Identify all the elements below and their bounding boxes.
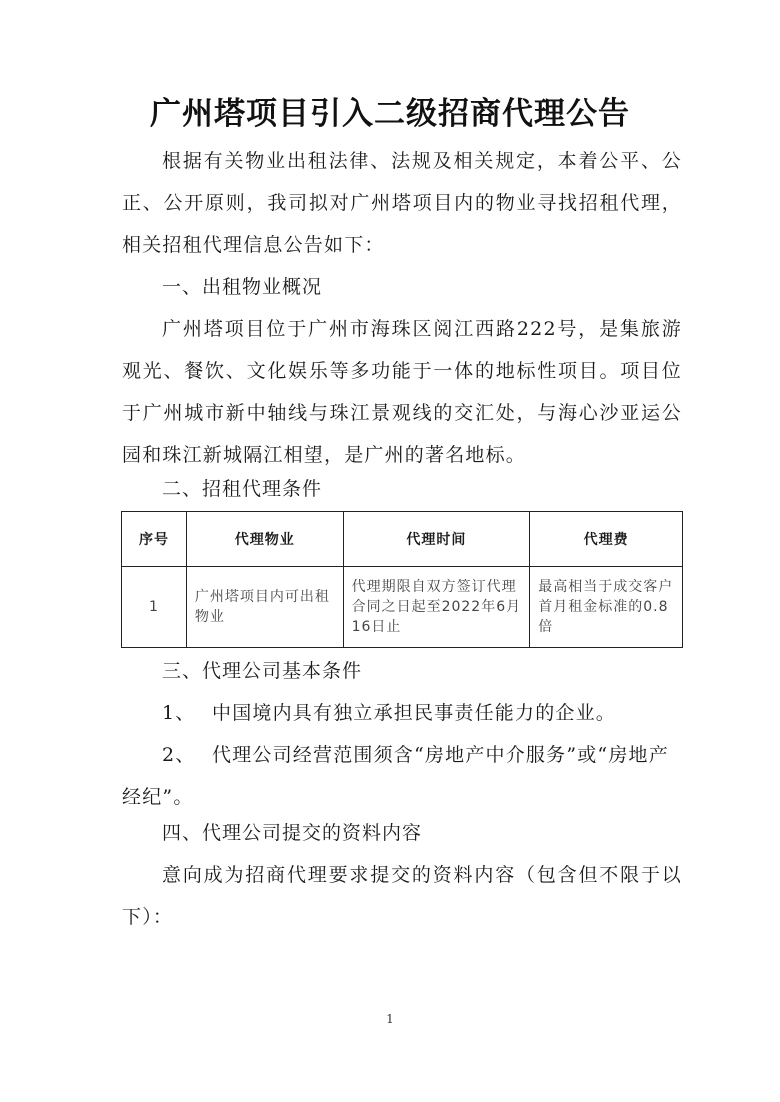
table-header-cell: 代理费 [530,512,683,567]
section-heading-1: 一、出租物业概况 [162,276,323,298]
list-item [122,734,682,818]
section-heading-2: 二、招租代理条件 [162,478,323,500]
table-cell: 广州塔项目内可出租物业 [186,567,343,648]
section-body-4: 意向成为招商代理要求提交的资料内容（包含但不限于以下）： [122,864,682,928]
list-item-number: 2、 [162,744,196,766]
table-cell: 代理期限自双方签订代理合同之日起至2022年6月16日止 [343,567,530,648]
intro-paragraph: 根据有关物业出租法律、法规及相关规定，本着公平、公正、公开原则，我司拟对广州塔项目内的物业寻找招租代理，相关招租代理信息公告如下： [122,150,682,256]
table-header-cell: 代理时间 [343,512,530,567]
table-header-cell: 代理物业 [186,512,343,567]
table-cell: 最高相当于成交客户首月租金标准的0.8倍 [530,567,683,648]
agency-terms-table [121,511,683,648]
list-item-number: 1、 [162,702,196,724]
table-header-cell: 序号 [122,512,187,567]
section-heading-3: 三、代理公司基本条件 [162,660,363,682]
page-title: 广州塔项目引入二级招商代理公告 [150,96,630,132]
section-heading-4: 四、代理公司提交的资料内容 [162,822,423,844]
table-cell: 1 [122,567,187,648]
section-body-1: 广州塔项目位于广州市海珠区阅江西路222号，是集旅游观光、餐饮、文化娱乐等多功能于一体的地标性项目。项目位于广州城市新中轴线与珠江景观线的交汇处，与海心沙亚运公园和珠江新城隔江相望，是广州的著名地标。 [122,318,682,466]
page-number: 1 [386,1012,394,1026]
table-header-row [122,512,683,567]
list-item [122,692,682,734]
list-item-text: 中国境内具有独立承担民事责任能力的企业。 [212,702,617,724]
list-item-text: 代理公司经营范围须含“房地产中介服务”或“房地产经纪”。 [122,744,669,808]
table-row [122,567,683,648]
